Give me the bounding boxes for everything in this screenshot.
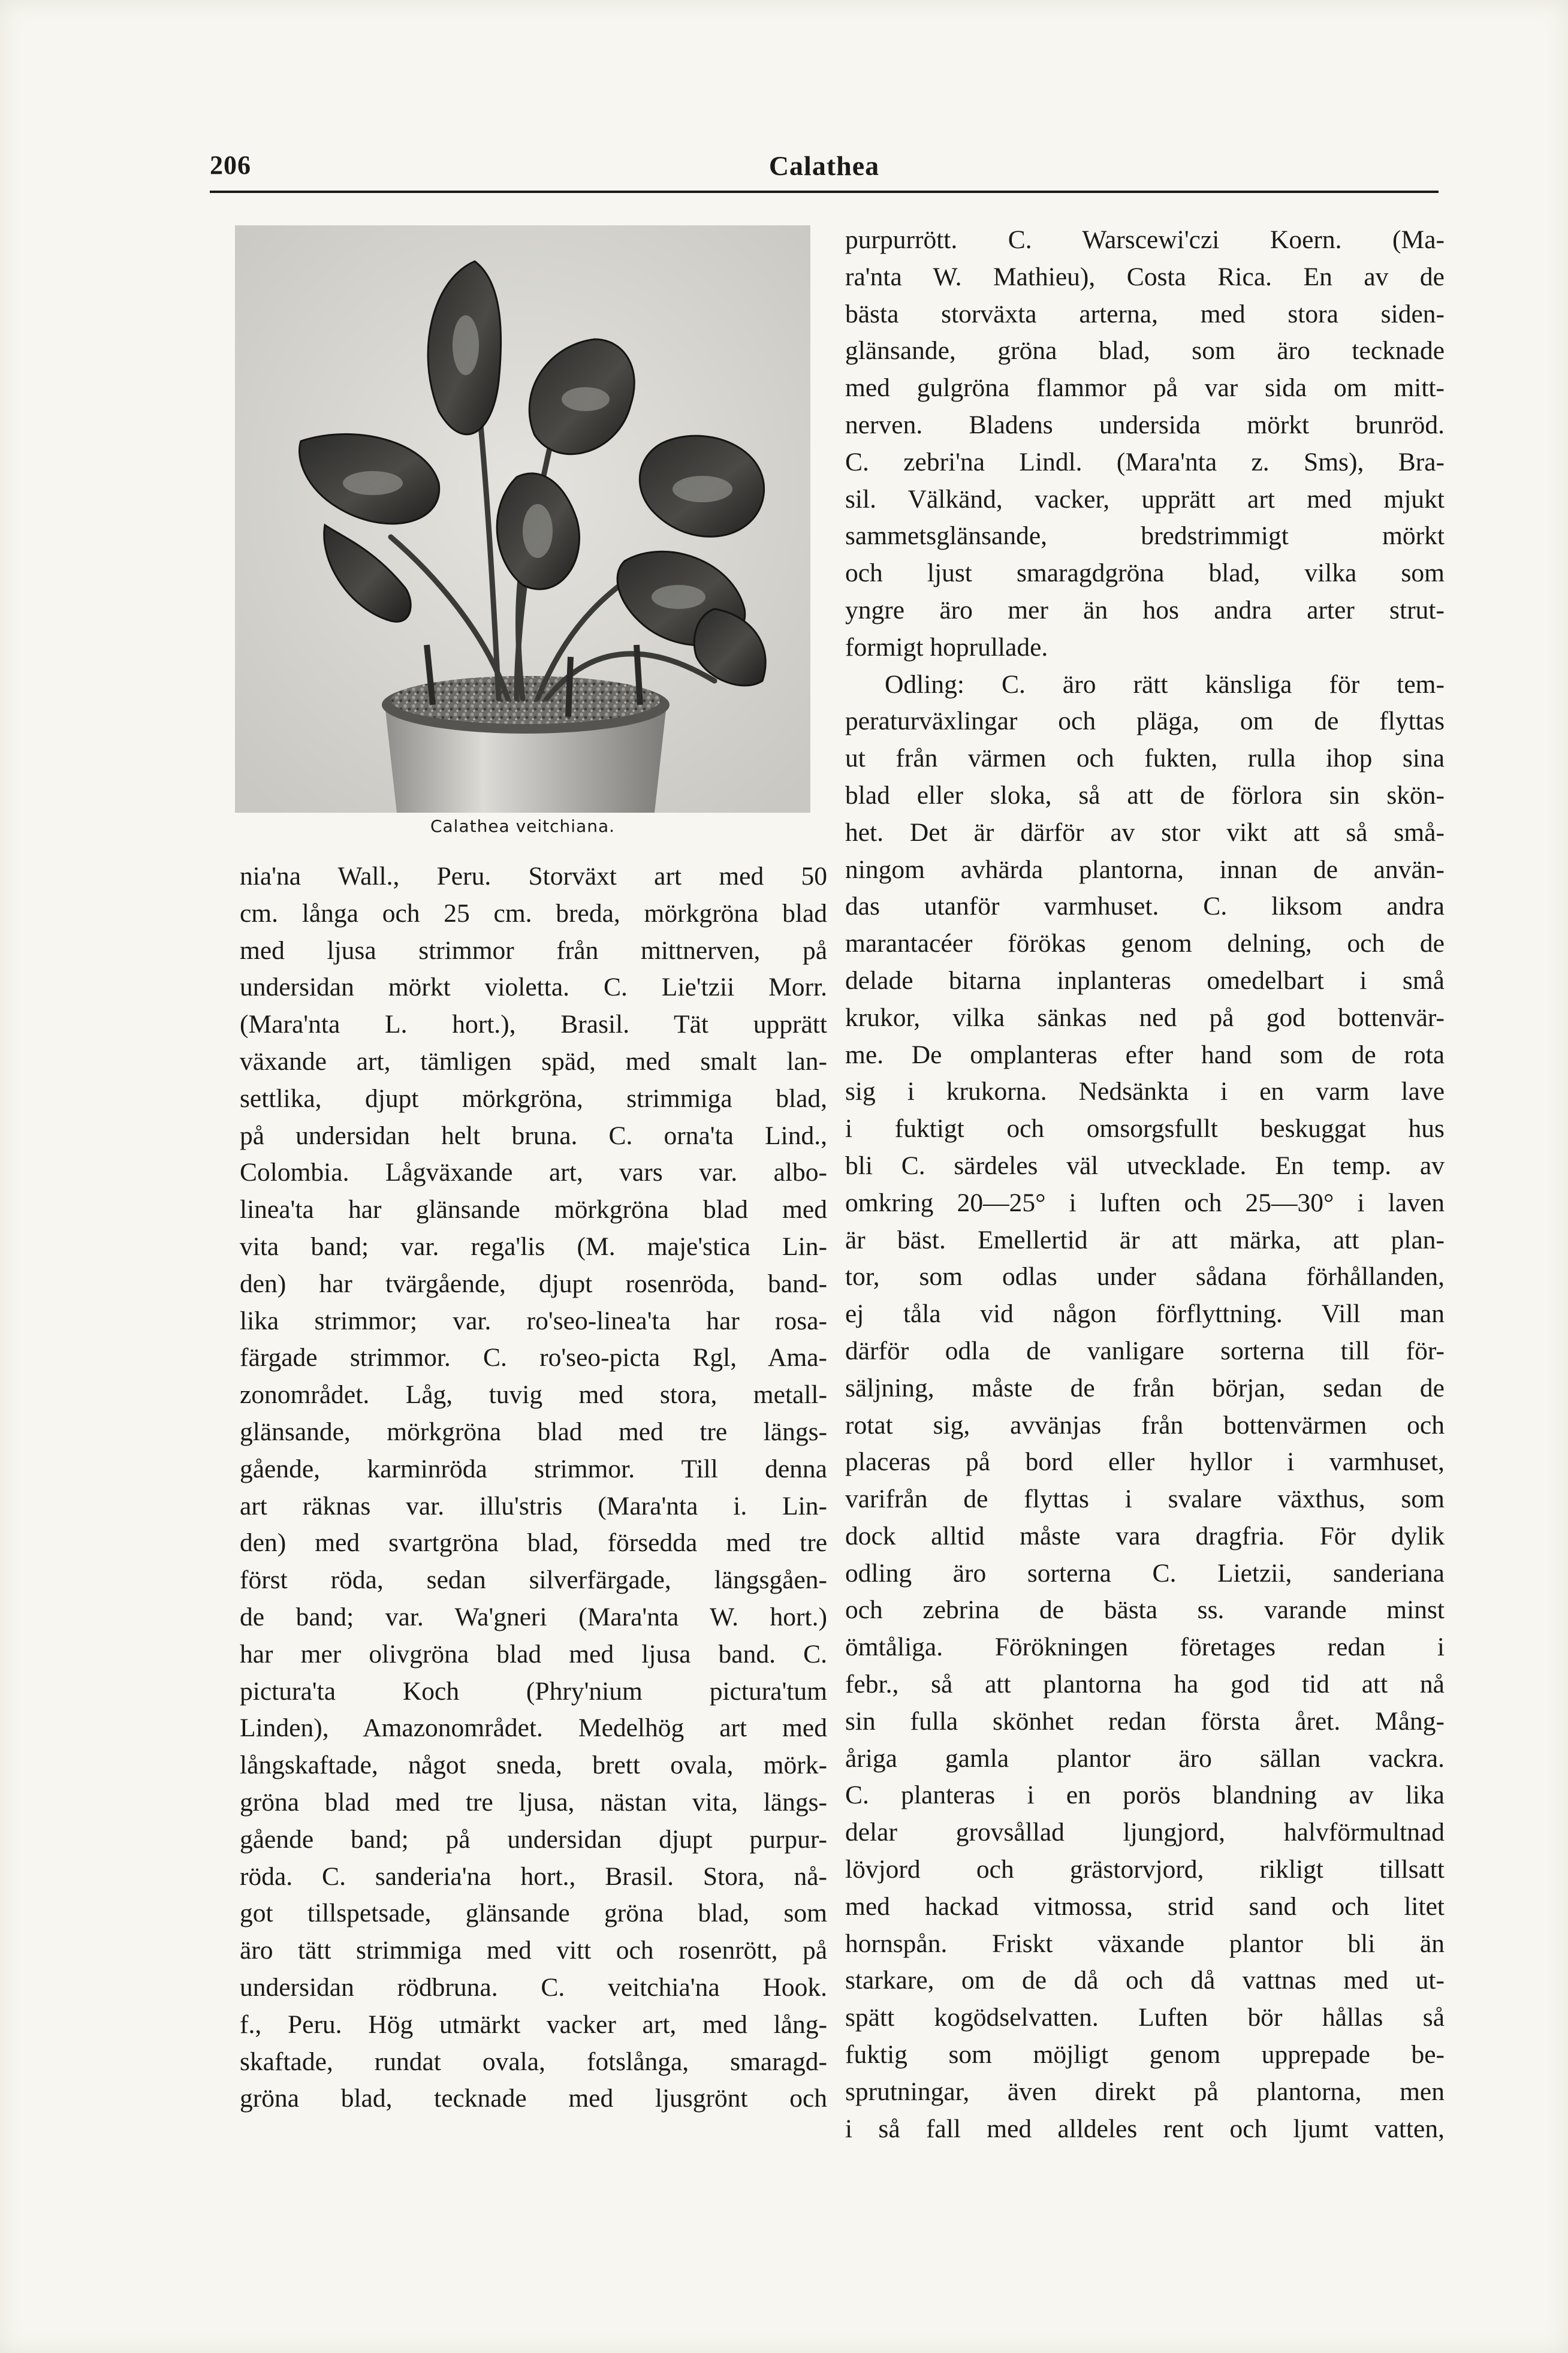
text-line: och zebrina de bästa ss. varande minst: [845, 1595, 1445, 1625]
text-line: zonområdet. Låg, tuvig med stora, metall-: [240, 1380, 827, 1410]
text-line: sil. Välkänd, vacker, upprätt art med mjukt: [845, 484, 1445, 514]
plant-photograph: [235, 225, 810, 850]
text-line: hornspån. Friskt växande plantor bli än: [845, 1929, 1445, 1958]
text-line: blad eller sloka, så att de förlora sin skön-: [845, 780, 1445, 810]
text-line: färgade strimmor. C. ro'seo-picta Rgl, Ama-: [240, 1343, 827, 1372]
text-line: bli C. särdeles väl utvecklade. En temp. av: [845, 1151, 1445, 1180]
text-line: marantacéer förökas genom delning, och de: [845, 929, 1445, 958]
text-line: placeras på bord eller hyllor i varmhuset,: [845, 1447, 1445, 1477]
text-line: Linden), Amazonområdet. Medelhög art med: [240, 1714, 827, 1743]
text-line: sin fulla skönhet redan första året. Mång-: [845, 1706, 1445, 1736]
text-line: och ljust smaragdgröna blad, vilka som: [845, 559, 1445, 588]
text-line: äro tätt strimmiga med vitt och rosenrött, på: [240, 1936, 827, 1965]
text-line: tor, som odlas under sådana förhållanden,: [845, 1262, 1445, 1292]
text-line: lika strimmor; var. ro'seo-linea'ta har rosa-: [240, 1306, 827, 1335]
text-line: sig i krukorna. Nedsänkta i en varm lave: [845, 1077, 1445, 1106]
text-line: peraturväxlingar och pläga, om de flyttas: [845, 707, 1445, 736]
text-line: C. zebri'na Lindl. (Mara'nta z. Sms), Bra-: [845, 447, 1445, 476]
figure-caption: Calathea veitchiana.: [430, 816, 616, 836]
text-line: med ljusa strimmor från mittnerven, på: [240, 936, 827, 965]
text-line: settlika, djupt mörkgröna, strimmiga blad,: [240, 1084, 827, 1113]
text-line: delar grovsållad ljungjord, halvförmultnad: [845, 1818, 1445, 1847]
text-line: vita band; var. rega'lis (M. maje'stica Lin-: [240, 1232, 827, 1261]
text-line: i fuktigt och omsorgsfullt beskuggat hus: [845, 1114, 1445, 1144]
text-line: sammetsglänsande, bredstrimmigt mörkt: [845, 521, 1445, 551]
text-line: i så fall med alldeles rent och ljumt vatten,: [845, 2114, 1445, 2143]
text-line: sprutningar, även direkt på plantorna, men: [845, 2077, 1445, 2106]
text-line: yngre äro mer än hos andra arter strut-: [845, 595, 1445, 625]
text-line: purpurrött. C. Warscewi'czi Koern. (Ma-: [845, 225, 1445, 254]
text-line: med hackad vitmossa, strid sand och litet: [845, 1892, 1445, 1921]
text-line: skaftade, rundat ovala, fotslånga, smaragd-: [240, 2047, 827, 2076]
text-line: ningom avhärda plantorna, innan de använ-: [845, 855, 1445, 884]
text-line: odling äro sorterna C. Lietzii, sanderiana: [845, 1558, 1445, 1588]
text-line: gående, karminröda strimmor. Till denna: [240, 1454, 827, 1483]
text-line: röda. C. sanderia'na hort., Brasil. Stora, nå-: [240, 1862, 827, 1891]
text-line: dock alltid måste vara dragfria. För dylik: [845, 1521, 1445, 1550]
header-rule: [210, 191, 1439, 193]
text-line: gröna blad med tre ljusa, nästan vita, längs-: [240, 1787, 827, 1817]
right-column: [845, 222, 1445, 2147]
text-line: därför odla de vanligare sorterna till för-: [845, 1336, 1445, 1365]
text-line: Odling: C. äro rätt känsliga för tem-: [885, 669, 1445, 699]
text-line: den) har tvärgående, djupt rosenröda, band-: [240, 1269, 827, 1298]
text-line: spätt kogödselvatten. Luften bör hållas så: [845, 2003, 1445, 2032]
text-line: f., Peru. Hög utmärkt vacker art, med lång-: [240, 2010, 827, 2039]
text-line: Colombia. Lågväxande art, vars var. albo-: [240, 1158, 827, 1187]
text-line: säljning, måste de från början, sedan de: [845, 1373, 1445, 1402]
text-line: delade bitarna inplanteras omedelbart i små: [845, 966, 1445, 995]
text-line: bästa storväxta arterna, med stora siden-: [845, 299, 1445, 328]
text-line: C. planteras i en porös blandning av lika: [845, 1781, 1445, 1810]
text-line: (Mara'nta L. hort.), Brasil. Tät upprätt: [240, 1010, 827, 1039]
text-line: undersidan mörkt violetta. C. Lie'tzii Morr.: [240, 973, 827, 1002]
text-line: är bäst. Emellertid är att märka, att plan-: [845, 1225, 1445, 1254]
text-line: fuktig som möjligt genom upprepade be-: [845, 2040, 1445, 2070]
text-line: cm. långa och 25 cm. breda, mörkgröna blad: [240, 898, 827, 928]
text-line: formigt hoprullade.: [845, 632, 1048, 662]
text-line: pictura'ta Koch (Phry'nium pictura'tum: [240, 1676, 827, 1706]
text-line: rotat sig, avvänjas från bottenvärmen och: [845, 1410, 1445, 1440]
text-line: den) med svartgröna blad, försedda med tre: [240, 1528, 827, 1558]
text-line: got tillspetsade, glänsande gröna blad, som: [240, 1899, 827, 1928]
page-number: 206: [210, 150, 251, 180]
text-line: de band; var. Wa'gneri (Mara'nta W. hort.): [240, 1602, 827, 1631]
text-line: långskaftade, något sneda, brett ovala, mörk-: [240, 1751, 827, 1780]
text-line: linea'ta har glänsande mörkgröna blad med: [240, 1195, 827, 1224]
text-line: har mer olivgröna blad med ljusa band. C.: [240, 1639, 827, 1669]
text-line: das utanför varmhuset. C. liksom andra: [845, 892, 1445, 921]
text-line: växande art, tämligen späd, med smalt lan-: [240, 1046, 827, 1076]
text-line: först röda, sedan silverfärgade, längsgåen-: [240, 1565, 827, 1595]
text-line: gröna blad, tecknade med ljusgrönt och: [240, 2084, 827, 2113]
running-title: Calathea: [768, 150, 880, 181]
text-line: varifrån de flyttas i svalare växthus, som: [845, 1485, 1445, 1514]
text-line: åriga gamla plantor äro sällan vackra.: [845, 1743, 1445, 1773]
text-line: febr., så att plantorna ha god tid att nå: [845, 1670, 1445, 1699]
text-line: omkring 20—25° i luften och 25—30° i laven: [845, 1188, 1445, 1217]
text-line: nerven. Bladens undersida mörkt brunröd.: [845, 410, 1445, 439]
text-line: het. Det är därför av stor vikt att så små-: [845, 817, 1445, 847]
text-line: ömtåliga. Förökningen företages redan i: [845, 1633, 1445, 1662]
text-line: lövjord och grästorvjord, rikligt tillsatt: [845, 1855, 1445, 1884]
text-line: nia'na Wall., Peru. Storväxt art med 50: [240, 862, 827, 891]
text-line: ut från värmen och fukten, rulla ihop sina: [845, 744, 1445, 773]
text-line: krukor, vilka sänkas ned på god bottenvär-: [845, 1003, 1445, 1032]
text-line: undersidan rödbruna. C. veitchia'na Hook.: [240, 1972, 827, 2002]
text-line: på undersidan helt bruna. C. orna'ta Lind.,: [240, 1121, 827, 1150]
text-line: glänsande, gröna blad, som äro tecknade: [845, 336, 1445, 366]
text-line: glänsande, mörkgröna blad med tre längs-: [240, 1417, 827, 1446]
text-line: gående band; på undersidan djupt purpur-: [240, 1824, 827, 1854]
text-line: art räknas var. illu'stris (Mara'nta i. Lin-: [240, 1491, 827, 1521]
text-line: med gulgröna flammor på var sida om mitt-: [845, 373, 1445, 403]
text-line: starkare, om de då och då vattnas med ut-: [845, 1966, 1445, 1995]
text-line: me. De omplanteras efter hand som de rota: [845, 1040, 1445, 1069]
left-column: [240, 858, 827, 2117]
text-line: ra'nta W. Mathieu), Costa Rica. En av de: [845, 262, 1445, 291]
text-line: ej tåla vid någon förflyttning. Vill man: [845, 1299, 1445, 1329]
